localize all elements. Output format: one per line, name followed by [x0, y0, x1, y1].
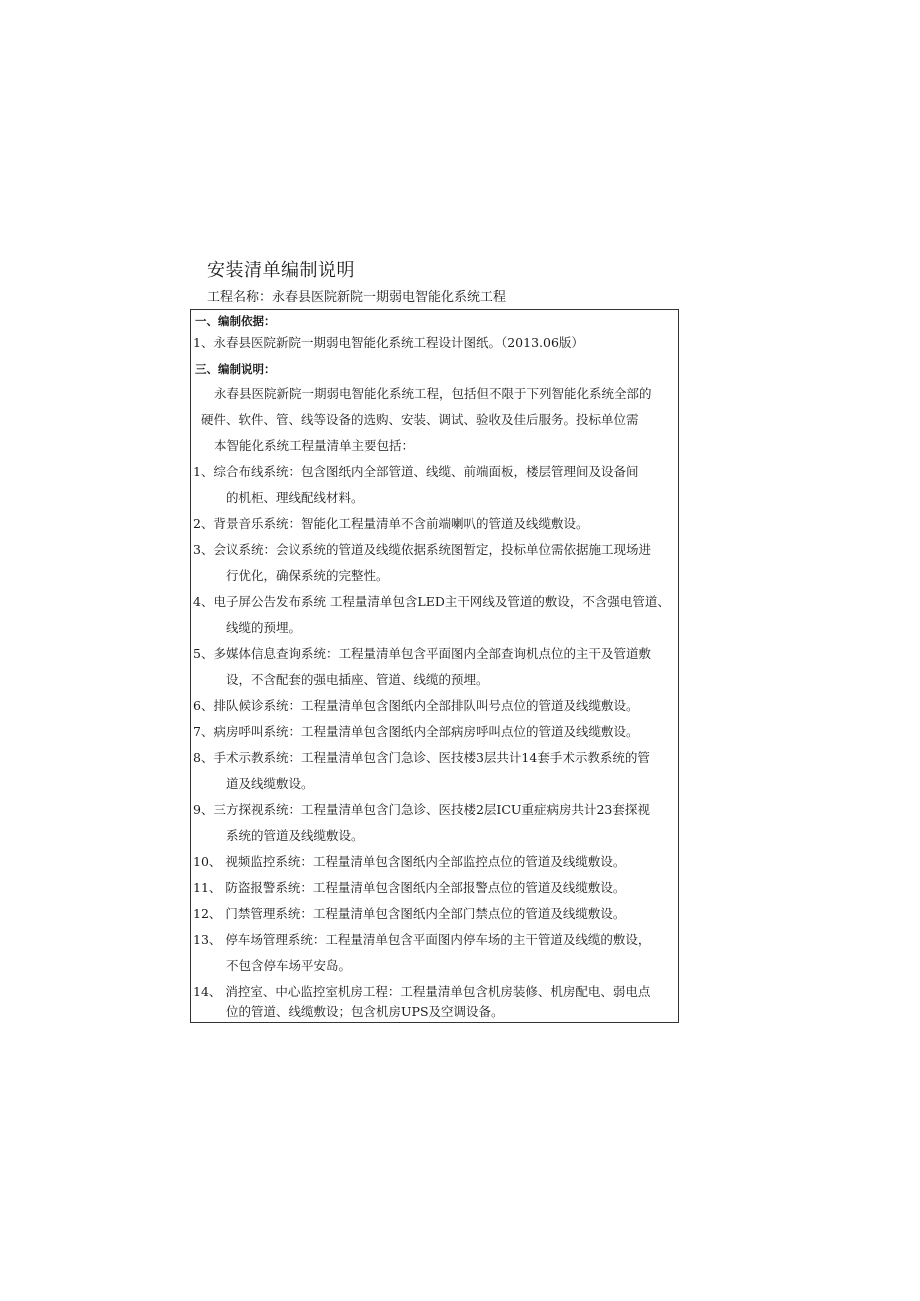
section-heading-basis: 一、编制依据： — [195, 314, 276, 328]
list-item-continuation: 行优化，确保系统的完整性。 — [226, 568, 389, 583]
list-item: 3、会议系统：会议系统的管道及线缆依据系统图暂定，投标单位需依据施工现场进 — [193, 542, 651, 557]
notes-paragraph: 本智能化系统工程量清单主要包括： — [214, 438, 415, 453]
list-item-continuation: 道及线缆敷设。 — [226, 776, 314, 791]
project-name: 工程名称：永春县医院新院一期弱电智能化系统工程 — [207, 290, 507, 305]
basis-item: 1、永春县医院新院一期弱电智能化系统工程设计图纸。（2013.06版） — [193, 335, 584, 350]
notes-paragraph: 永春县医院新院一期弱电智能化系统工程，包括但不限于下列智能化系统全部的 — [214, 386, 652, 401]
list-item: 14、 消控室、中心监控室机房工程：工程量清单包含机房装修、机房配电、弱电点 — [193, 984, 651, 999]
list-item: 8、手术示教系统：工程量清单包含门急诊、医技楼3层共计14套手术示教系统的管 — [193, 750, 650, 765]
list-item: 12、 门禁管理系统：工程量清单包含图纸内全部门禁点位的管道及线缆敷设。 — [193, 906, 626, 921]
list-item: 4、电子屏公告发布系统 工程量清单包含LED主干网线及管道的敷设，不含强电管道、 — [193, 594, 670, 609]
list-item: 5、多媒体信息查询系统：工程量清单包含平面图内全部查询机点位的主干及管道敷 — [193, 646, 651, 661]
document-title: 安装清单编制说明 — [207, 260, 355, 281]
list-item: 6、排队候诊系统：工程量清单包含图纸内全部排队叫号点位的管道及线缆敷设。 — [193, 698, 639, 713]
list-item-continuation: 的机柜、理线配线材料。 — [226, 490, 364, 505]
content-box — [190, 309, 679, 1023]
list-item-continuation: 不包含停车场平安岛。 — [226, 958, 352, 973]
list-item: 11、 防盗报警系统：工程量清单包含图纸内全部报警点位的管道及线缆敷设。 — [193, 880, 626, 895]
list-item: 9、三方探视系统：工程量清单包含门急诊、医技楼2层ICU重症病房共计23套探视 — [193, 802, 650, 817]
list-item: 13、 停车场管理系统：工程量清单包含平面图内停车场的主干管道及线缆的敷设， — [193, 932, 651, 947]
section-heading-notes: 三、编制说明： — [195, 362, 276, 376]
list-item: 7、病房呼叫系统：工程量清单包含图纸内全部病房呼叫点位的管道及线缆敷设。 — [193, 724, 639, 739]
list-item: 1、综合布线系统：包含图纸内全部管道、线缆、前端面板，楼层管理间及设备间 — [193, 464, 639, 479]
list-item: 10、 视频监控系统：工程量清单包含图纸内全部监控点位的管道及线缆敷设。 — [193, 854, 626, 869]
list-item-continuation: 设，不含配套的强电插座、管道、线缆的预埋。 — [226, 672, 489, 687]
list-item-continuation: 位的管道、线缆敷设；包含机房UPS及空调设备。 — [226, 1004, 504, 1019]
list-item-continuation: 线缆的预埋。 — [226, 620, 302, 635]
notes-paragraph: 硬件、软件、管、线等设备的选购、安装、调试、验收及佳后服务。投标单位需 — [201, 412, 639, 427]
list-item-continuation: 系统的管道及线缆敷设。 — [226, 828, 364, 843]
list-item: 2、背景音乐系统：智能化工程量清单不含前端喇叭的管道及线缆敷设。 — [193, 516, 589, 531]
